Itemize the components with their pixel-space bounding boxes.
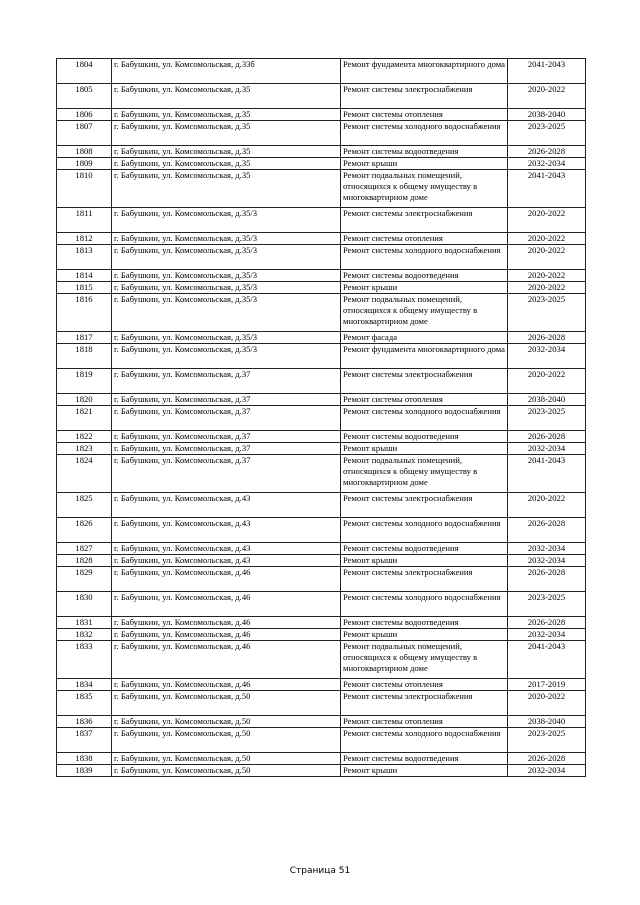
- address-cell: г. Бабушкин, ул. Комсомольская, д.37: [112, 455, 341, 493]
- address-cell: г. Бабушкин, ул. Комсомольская, д.43: [112, 518, 341, 543]
- table-row: [57, 344, 586, 369]
- row-number: 1810: [57, 170, 112, 208]
- period-cell: 2032-2034: [508, 443, 586, 455]
- address-cell: г. Бабушкин, ул. Комсомольская, д.35/3: [112, 332, 341, 344]
- table-row: [57, 394, 586, 406]
- period-cell: 2020-2022: [508, 691, 586, 716]
- address-cell: г. Бабушкин, ул. Комсомольская, д.35/3: [112, 208, 341, 233]
- address-cell: г. Бабушкин, ул. Комсомольская, д.37: [112, 369, 341, 394]
- period-cell: 2023-2025: [508, 121, 586, 146]
- work-type-cell: Ремонт системы холодного водоснабжения: [341, 245, 508, 270]
- table-row: [57, 765, 586, 777]
- period-cell: 2026-2028: [508, 567, 586, 592]
- work-type-cell: Ремонт системы электроснабжения: [341, 567, 508, 592]
- period-cell: 2020-2022: [508, 369, 586, 394]
- row-number: 1833: [57, 641, 112, 679]
- work-type-cell: Ремонт системы отопления: [341, 716, 508, 728]
- address-cell: г. Бабушкин, ул. Комсомольская, д.50: [112, 765, 341, 777]
- row-number: 1811: [57, 208, 112, 233]
- work-type-cell: Ремонт фундамента многоквартирного дома: [341, 344, 508, 369]
- row-number: 1813: [57, 245, 112, 270]
- period-cell: 2032-2034: [508, 344, 586, 369]
- table-row: [57, 170, 586, 208]
- work-type-cell: Ремонт системы отопления: [341, 233, 508, 245]
- row-number: 1829: [57, 567, 112, 592]
- period-cell: 2038-2040: [508, 394, 586, 406]
- row-number: 1823: [57, 443, 112, 455]
- period-cell: 2026-2028: [508, 146, 586, 158]
- work-type-cell: Ремонт системы холодного водоснабжения: [341, 592, 508, 617]
- work-type-cell: Ремонт крыши: [341, 443, 508, 455]
- row-number: 1834: [57, 679, 112, 691]
- work-type-cell: Ремонт подвальных помещений, относящихся к общему имуществу в многоквартирном доме: [341, 294, 508, 332]
- row-number: 1836: [57, 716, 112, 728]
- period-cell: 2026-2028: [508, 431, 586, 443]
- address-cell: г. Бабушкин, ул. Комсомольская, д.43: [112, 555, 341, 567]
- period-cell: 2023-2025: [508, 592, 586, 617]
- period-cell: 2041-2043: [508, 641, 586, 679]
- row-number: 1828: [57, 555, 112, 567]
- address-cell: г. Бабушкин, ул. Комсомольская, д.46: [112, 567, 341, 592]
- period-cell: 2032-2034: [508, 765, 586, 777]
- address-cell: г. Бабушкин, ул. Комсомольская, д.35: [112, 170, 341, 208]
- period-cell: 2020-2022: [508, 270, 586, 282]
- table-row: [57, 629, 586, 641]
- period-cell: 2032-2034: [508, 158, 586, 170]
- row-number: 1804: [57, 59, 112, 84]
- row-number: 1821: [57, 406, 112, 431]
- period-cell: 2026-2028: [508, 332, 586, 344]
- capital-repair-table: [56, 58, 586, 777]
- work-type-cell: Ремонт подвальных помещений, относящихся к общему имуществу в многоквартирном доме: [341, 455, 508, 493]
- table-row: [57, 728, 586, 753]
- period-cell: 2041-2043: [508, 170, 586, 208]
- period-cell: 2020-2022: [508, 493, 586, 518]
- row-number: 1819: [57, 369, 112, 394]
- period-cell: 2041-2043: [508, 455, 586, 493]
- table-row: [57, 543, 586, 555]
- table-row: [57, 121, 586, 146]
- work-type-cell: Ремонт крыши: [341, 765, 508, 777]
- row-number: 1830: [57, 592, 112, 617]
- row-number: 1827: [57, 543, 112, 555]
- period-cell: 2020-2022: [508, 208, 586, 233]
- table-row: [57, 518, 586, 543]
- row-number: 1822: [57, 431, 112, 443]
- address-cell: г. Бабушкин, ул. Комсомольская, д.50: [112, 728, 341, 753]
- row-number: 1809: [57, 158, 112, 170]
- period-cell: 2020-2022: [508, 84, 586, 109]
- row-number: 1820: [57, 394, 112, 406]
- period-cell: 2026-2028: [508, 617, 586, 629]
- address-cell: г. Бабушкин, ул. Комсомольская, д.43: [112, 493, 341, 518]
- work-type-cell: Ремонт подвальных помещений, относящихся к общему имуществу в многоквартирном доме: [341, 641, 508, 679]
- address-cell: г. Бабушкин, ул. Комсомольская, д.43: [112, 543, 341, 555]
- period-cell: 2023-2025: [508, 294, 586, 332]
- row-number: 1837: [57, 728, 112, 753]
- work-type-cell: Ремонт подвальных помещений, относящихся к общему имуществу в многоквартирном доме: [341, 170, 508, 208]
- period-cell: 2026-2028: [508, 753, 586, 765]
- work-type-cell: Ремонт фасада: [341, 332, 508, 344]
- table-row: [57, 443, 586, 455]
- row-number: 1812: [57, 233, 112, 245]
- work-type-cell: Ремонт фундамента многоквартирного дома: [341, 59, 508, 84]
- table-row: [57, 233, 586, 245]
- table-row: [57, 617, 586, 629]
- work-type-cell: Ремонт системы водоотведения: [341, 753, 508, 765]
- address-cell: г. Бабушкин, ул. Комсомольская, д.46: [112, 679, 341, 691]
- table-row: [57, 84, 586, 109]
- work-type-cell: Ремонт системы отопления: [341, 109, 508, 121]
- period-cell: 2023-2025: [508, 728, 586, 753]
- row-number: 1807: [57, 121, 112, 146]
- row-number: 1806: [57, 109, 112, 121]
- row-number: 1824: [57, 455, 112, 493]
- page-number: Страница 51: [289, 866, 351, 876]
- table-row: [57, 679, 586, 691]
- address-cell: г. Бабушкин, ул. Комсомольская, д.37: [112, 431, 341, 443]
- table-row: [57, 455, 586, 493]
- period-cell: 2026-2028: [508, 518, 586, 543]
- row-number: 1805: [57, 84, 112, 109]
- work-type-cell: Ремонт крыши: [341, 158, 508, 170]
- row-number: 1815: [57, 282, 112, 294]
- row-number: 1832: [57, 629, 112, 641]
- work-type-cell: Ремонт системы холодного водоснабжения: [341, 121, 508, 146]
- period-cell: 2017-2019: [508, 679, 586, 691]
- table-row: [57, 270, 586, 282]
- table-row: [57, 369, 586, 394]
- row-number: 1818: [57, 344, 112, 369]
- table-row: [57, 592, 586, 617]
- row-number: 1838: [57, 753, 112, 765]
- address-cell: г. Бабушкин, ул. Комсомольская, д.35: [112, 109, 341, 121]
- period-cell: 2041-2043: [508, 59, 586, 84]
- table-row: [57, 691, 586, 716]
- work-type-cell: Ремонт системы электроснабжения: [341, 369, 508, 394]
- address-cell: г. Бабушкин, ул. Комсомольская, д.46: [112, 592, 341, 617]
- row-number: 1826: [57, 518, 112, 543]
- address-cell: г. Бабушкин, ул. Комсомольская, д.37: [112, 394, 341, 406]
- work-type-cell: Ремонт крыши: [341, 555, 508, 567]
- work-type-cell: Ремонт системы электроснабжения: [341, 691, 508, 716]
- work-type-cell: Ремонт системы отопления: [341, 394, 508, 406]
- table-row: [57, 245, 586, 270]
- address-cell: г. Бабушкин, ул. Комсомольская, д.35/3: [112, 270, 341, 282]
- row-number: 1839: [57, 765, 112, 777]
- table-row: [57, 406, 586, 431]
- address-cell: г. Бабушкин, ул. Комсомольская, д.37: [112, 406, 341, 431]
- table-row: [57, 59, 586, 84]
- period-cell: 2032-2034: [508, 629, 586, 641]
- table-row: [57, 282, 586, 294]
- address-cell: г. Бабушкин, ул. Комсомольская, д.33б: [112, 59, 341, 84]
- row-number: 1831: [57, 617, 112, 629]
- table-body: [57, 59, 586, 777]
- work-type-cell: Ремонт системы водоотведения: [341, 431, 508, 443]
- period-cell: 2020-2022: [508, 282, 586, 294]
- address-cell: г. Бабушкин, ул. Комсомольская, д.35: [112, 84, 341, 109]
- period-cell: 2032-2034: [508, 555, 586, 567]
- address-cell: г. Бабушкин, ул. Комсомольская, д.37: [112, 443, 341, 455]
- address-cell: г. Бабушкин, ул. Комсомольская, д.35/3: [112, 233, 341, 245]
- work-type-cell: Ремонт системы водоотведения: [341, 543, 508, 555]
- address-cell: г. Бабушкин, ул. Комсомольская, д.35/3: [112, 245, 341, 270]
- row-number: 1814: [57, 270, 112, 282]
- address-cell: г. Бабушкин, ул. Комсомольская, д.46: [112, 617, 341, 629]
- address-cell: г. Бабушкин, ул. Комсомольская, д.50: [112, 716, 341, 728]
- work-type-cell: Ремонт системы водоотведения: [341, 146, 508, 158]
- table-row: [57, 493, 586, 518]
- address-cell: г. Бабушкин, ул. Комсомольская, д.35: [112, 121, 341, 146]
- row-number: 1808: [57, 146, 112, 158]
- work-type-cell: Ремонт системы холодного водоснабжения: [341, 728, 508, 753]
- work-type-cell: Ремонт системы холодного водоснабжения: [341, 406, 508, 431]
- table-row: [57, 332, 586, 344]
- address-cell: г. Бабушкин, ул. Комсомольская, д.35/3: [112, 294, 341, 332]
- table-row: [57, 555, 586, 567]
- period-cell: 2020-2022: [508, 233, 586, 245]
- period-cell: 2020-2022: [508, 245, 586, 270]
- table-row: [57, 567, 586, 592]
- period-cell: 2032-2034: [508, 543, 586, 555]
- address-cell: г. Бабушкин, ул. Комсомольская, д.50: [112, 753, 341, 765]
- work-type-cell: Ремонт крыши: [341, 282, 508, 294]
- table-row: [57, 208, 586, 233]
- table-row: [57, 753, 586, 765]
- work-type-cell: Ремонт крыши: [341, 629, 508, 641]
- period-cell: 2038-2040: [508, 109, 586, 121]
- table-row: [57, 146, 586, 158]
- address-cell: г. Бабушкин, ул. Комсомольская, д.46: [112, 641, 341, 679]
- address-cell: г. Бабушкин, ул. Комсомольская, д.50: [112, 691, 341, 716]
- table-row: [57, 716, 586, 728]
- row-number: 1817: [57, 332, 112, 344]
- period-cell: 2038-2040: [508, 716, 586, 728]
- row-number: 1835: [57, 691, 112, 716]
- table-row: [57, 158, 586, 170]
- work-type-cell: Ремонт системы отопления: [341, 679, 508, 691]
- table-row: [57, 431, 586, 443]
- work-type-cell: Ремонт системы водоотведения: [341, 617, 508, 629]
- row-number: 1825: [57, 493, 112, 518]
- table-row: [57, 109, 586, 121]
- table-row: [57, 294, 586, 332]
- work-type-cell: Ремонт системы электроснабжения: [341, 84, 508, 109]
- work-type-cell: Ремонт системы электроснабжения: [341, 208, 508, 233]
- address-cell: г. Бабушкин, ул. Комсомольская, д.35: [112, 146, 341, 158]
- period-cell: 2023-2025: [508, 406, 586, 431]
- address-cell: г. Бабушкин, ул. Комсомольская, д.46: [112, 629, 341, 641]
- table-row: [57, 641, 586, 679]
- address-cell: г. Бабушкин, ул. Комсомольская, д.35/3: [112, 344, 341, 369]
- work-type-cell: Ремонт системы электроснабжения: [341, 493, 508, 518]
- work-type-cell: Ремонт системы водоотведения: [341, 270, 508, 282]
- row-number: 1816: [57, 294, 112, 332]
- work-type-cell: Ремонт системы холодного водоснабжения: [341, 518, 508, 543]
- address-cell: г. Бабушкин, ул. Комсомольская, д.35: [112, 158, 341, 170]
- address-cell: г. Бабушкин, ул. Комсомольская, д.35/3: [112, 282, 341, 294]
